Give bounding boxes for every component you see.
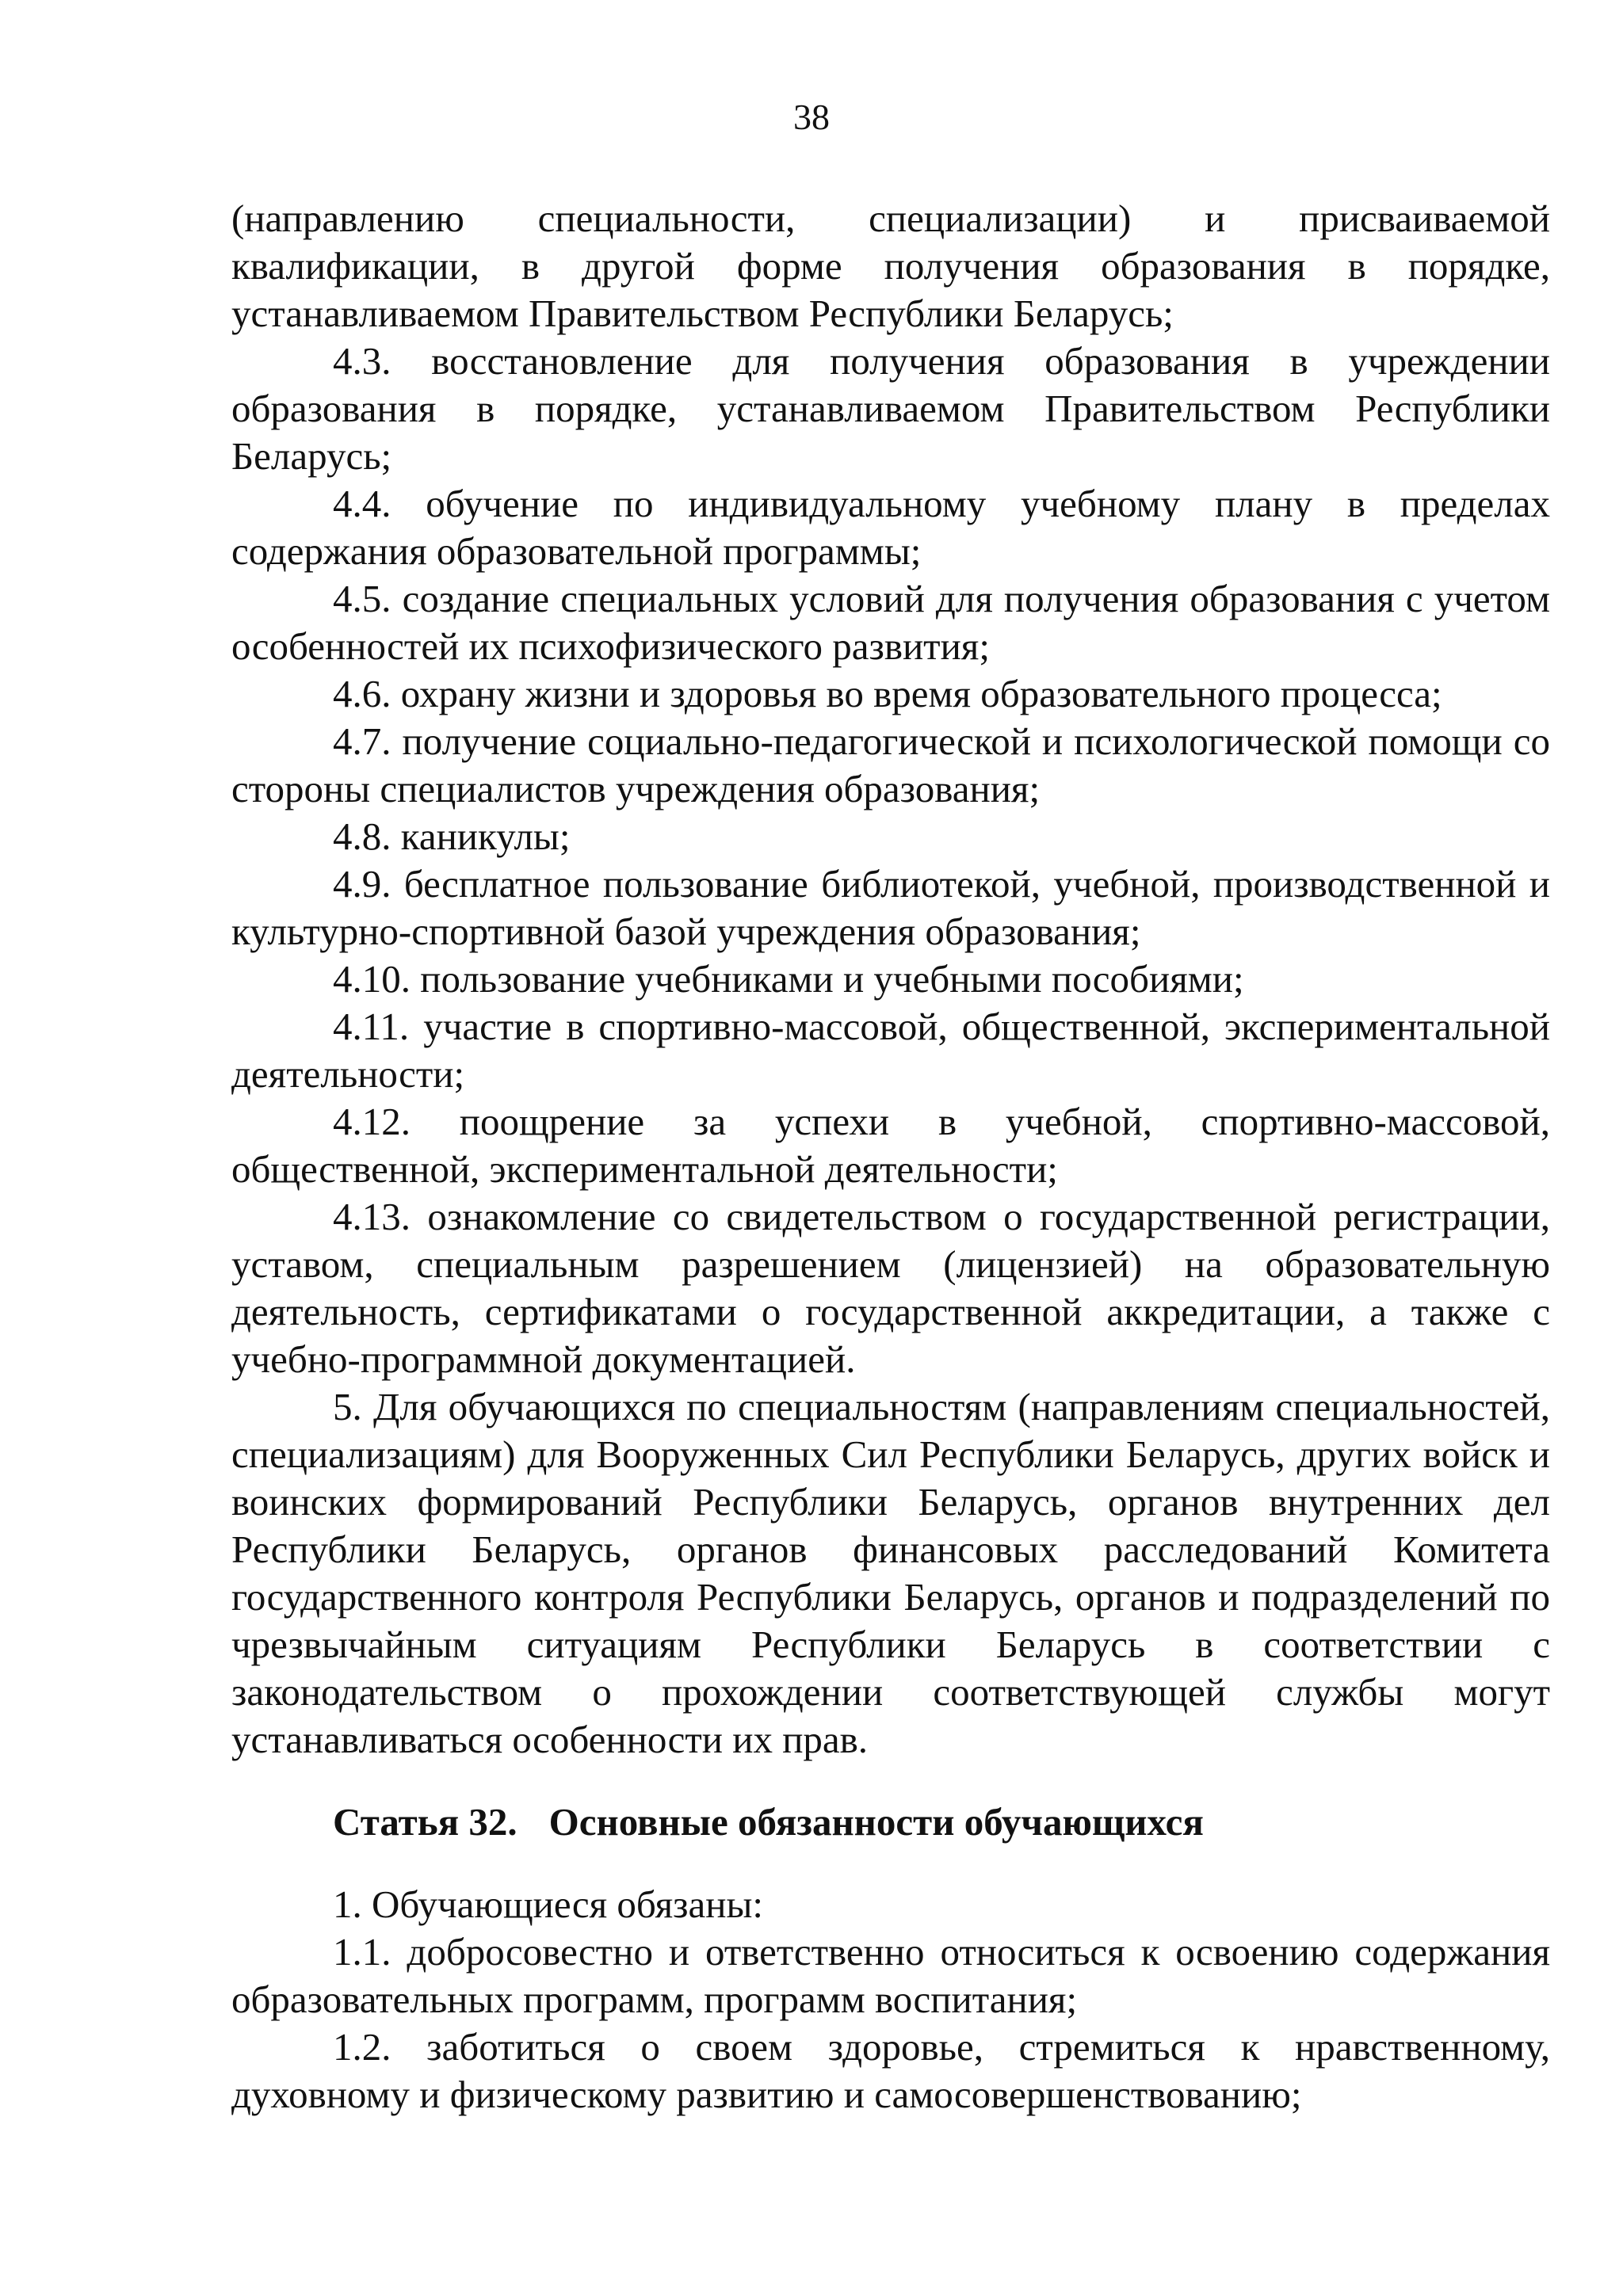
paragraph-4-12: 4.12. поощрение за успехи в учебной, спортивно-массовой, общественной, экспериментальной деятельности; [231,1100,1550,1191]
article-title: Основные обязанности обучающихся [548,1800,1204,1844]
paragraph-5: 5. Для обучающихся по специальностям (направлениям специальностей, специализациям) для Вооруженных Сил Республики Беларусь, других войск и воинских формирований Республики Беларусь, органов внутренних дел Республики Беларусь, органов финансовых расследований Комитета государственного контроля Республики Беларусь, органов и подразделений по чрезвычайным ситуациям Республики Беларусь в соответствии с законодательством о прохождении соответствующей службы могут устанавливаться особенности их прав. [231,1385,1550,1761]
paragraph-4-3: 4.3. восстановление для получения образования в учреждении образования в порядке, устанавливаемом Правительством Республики Беларусь; [231,339,1550,478]
paragraph-4-9: 4.9. бесплатное пользование библиотекой, учебной, производственной и культурно-спортивной базой учреждения образования; [231,862,1550,953]
paragraph-4-8: 4.8. каникулы; [333,814,571,858]
document-body [231,195,1550,2119]
paragraph-continuation: (направлению специальности, специализации) и присваиваемой квалификации, в другой форме получения образования в порядке, устанавливаемом Правительством Республики Беларусь; [231,196,1550,335]
paragraph-4-6: 4.6. охрану жизни и здоровья во время образовательного процесса; [333,672,1442,715]
paragraph-4-10: 4.10. пользование учебниками и учебными пособиями; [333,957,1244,1001]
article-heading [231,1798,1550,1846]
paragraph-4-11: 4.11. участие в спортивно-массовой, общественной, экспериментальной деятельности; [231,1005,1550,1096]
article-paragraph-1: 1. Обучающиеся обязаны: [333,1882,764,1926]
article-paragraph-1-2: 1.2. заботиться о своем здоровье, стремиться к нравственному, духовному и физическому развитию и самосовершенствованию; [231,2025,1550,2116]
article-label: Статья 32. [333,1800,517,1844]
page-number: 38 [793,97,830,137]
paragraph-4-5: 4.5. создание специальных условий для получения образования с учетом особенностей их психофизического развития; [231,577,1550,668]
paragraph-4-13: 4.13. ознакомление со свидетельством о государственной регистрации, уставом, специальным разрешением (лицензией) на образовательную деятельность, сертификатами о государственной аккредитации, а также с учебно-программной документацией. [231,1195,1550,1381]
paragraph-4-4: 4.4. обучение по индивидуальному учебному плану в пределах содержания образовательной программы; [231,482,1550,573]
paragraph-4-7: 4.7. получение социально-педагогической и психологической помощи со стороны специалистов учреждения образования; [231,719,1550,810]
article-paragraph-1-1: 1.1. добросовестно и ответственно относиться к освоению содержания образовательных программ, программ воспитания; [231,1930,1550,2021]
